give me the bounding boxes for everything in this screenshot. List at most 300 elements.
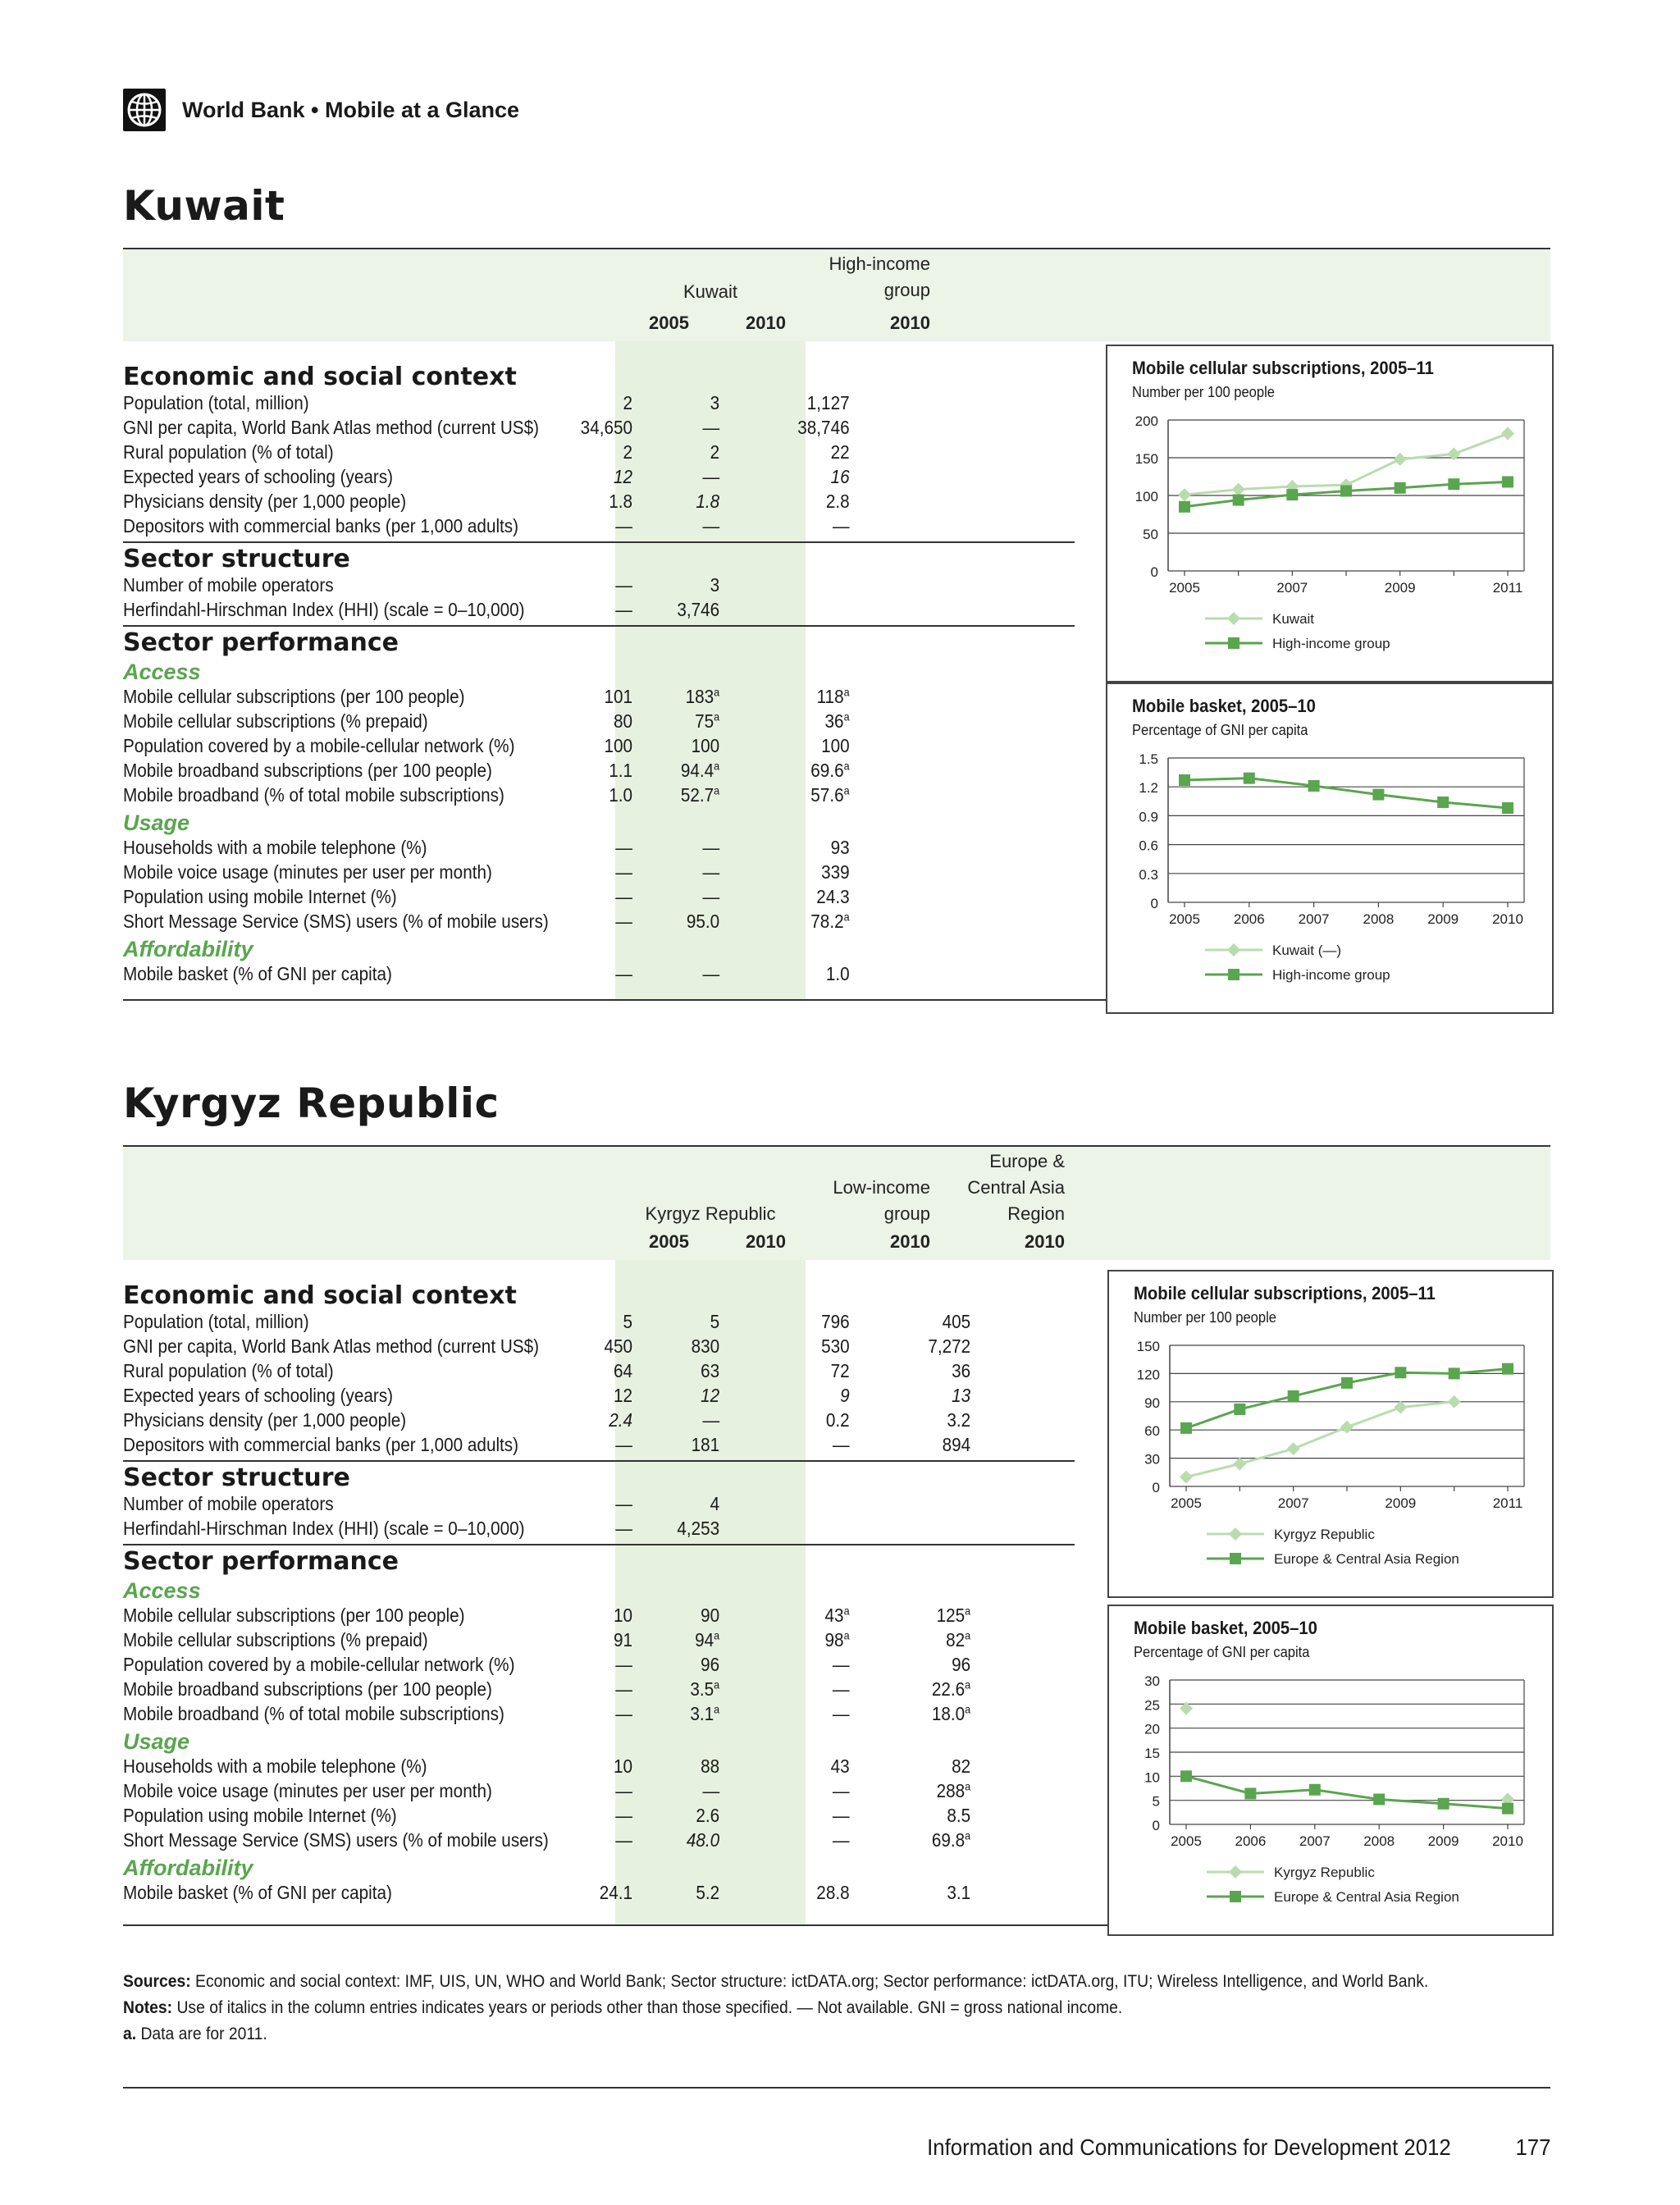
value-text: 75 — [695, 710, 714, 732]
row-value — [732, 489, 850, 514]
footnote-marker: a — [714, 759, 720, 773]
section-rule — [123, 625, 1075, 627]
data-point — [1286, 489, 1298, 500]
row-label: Households with a mobile telephone (%) — [123, 837, 427, 858]
value-text: 0.2 — [825, 1409, 850, 1431]
y-tick-label: 25 — [1144, 1697, 1160, 1714]
y-tick-label: 1.5 — [1139, 751, 1158, 767]
value-text: — — [615, 574, 632, 596]
legend-item — [1207, 1865, 1375, 1880]
value-text: 530 — [821, 1335, 850, 1357]
row-value — [852, 1880, 970, 1905]
value-text: 101 — [604, 686, 632, 707]
value-text: — — [702, 886, 720, 907]
value-text: — — [702, 1780, 720, 1801]
legend-marker — [1230, 1553, 1241, 1564]
value-text: — — [702, 417, 720, 438]
row-value — [601, 1432, 719, 1457]
value-text: 1.8 — [696, 491, 720, 512]
value-text: 3.1 — [947, 1882, 971, 1903]
y-tick-label: 1.2 — [1139, 780, 1158, 797]
value-text: 3 — [710, 574, 720, 596]
data-point — [1180, 1471, 1193, 1484]
row-value — [601, 1334, 719, 1358]
value-text: 13 — [952, 1385, 971, 1406]
chart-title: Mobile basket, 2005–10 — [1132, 696, 1316, 716]
table-row — [123, 1677, 979, 1701]
row-value — [601, 440, 719, 464]
table-row — [123, 684, 979, 709]
country-section-kuwait — [123, 248, 1550, 1035]
footnote-marker: a — [843, 759, 850, 773]
row-value — [601, 1603, 719, 1628]
row-label: Mobile broadband subscriptions (per 100 people) — [123, 760, 492, 781]
value-text: 2 — [623, 392, 632, 413]
value-text: — — [615, 886, 632, 907]
legend-label: Kyrgyz Republic — [1274, 1865, 1375, 1880]
value-text: 95.0 — [686, 911, 720, 932]
chart-subtitle: Number per 100 people — [1134, 1309, 1276, 1326]
footnote-marker: a — [714, 783, 720, 797]
header-title: World Bank • Mobile at a Glance — [182, 97, 520, 122]
table-row — [123, 1603, 979, 1628]
value-text: — — [615, 1780, 632, 1801]
row-value — [852, 1828, 970, 1852]
row-value — [601, 489, 719, 514]
x-tick-label: 2005 — [1171, 1833, 1202, 1849]
series-comparison — [1179, 773, 1513, 814]
table-row — [123, 514, 979, 538]
row-label: Short Message Service (SMS) users (% of mobile users) — [123, 1829, 549, 1851]
row-label: Herfindahl-Hirschman Index (HHI) (scale = 0–10,000) — [123, 599, 525, 620]
row-value — [732, 464, 850, 489]
table-row — [123, 1754, 979, 1778]
data-point — [1448, 478, 1459, 490]
x-tick-label: 2006 — [1233, 911, 1265, 927]
row-label: Depositors with commercial banks (per 1,000 adults) — [123, 515, 519, 536]
footnote-marker: a — [965, 1628, 971, 1642]
section-heading: Economic and social context — [123, 363, 517, 391]
series-primary — [1180, 1395, 1461, 1484]
row-value — [601, 514, 719, 538]
data-point — [1232, 483, 1245, 496]
value-text: 96 — [952, 1654, 971, 1675]
value-text: — — [832, 1829, 850, 1851]
column-header-label: Central Asia — [967, 1177, 1065, 1198]
value-text: 16 — [830, 466, 850, 487]
x-tick-label: 2005 — [1169, 580, 1200, 596]
table-row — [123, 733, 979, 758]
row-label: Mobile voice usage (minutes per user per month) — [123, 1780, 492, 1801]
footnote-marker: a — [714, 1702, 720, 1716]
footnote-marker: a — [843, 710, 850, 724]
value-text: 10 — [613, 1605, 632, 1626]
subsection-heading: Usage — [123, 810, 190, 835]
x-tick-label: 2011 — [1492, 1495, 1523, 1511]
value-text: — — [615, 1805, 632, 1826]
legend-label: High-income group — [1272, 967, 1390, 983]
value-text: 3 — [710, 392, 720, 413]
value-text: 82 — [946, 1629, 966, 1650]
row-label: Physicians density (per 1,000 people) — [123, 491, 407, 512]
table-row — [123, 961, 979, 986]
row-value — [601, 961, 719, 986]
legend-marker — [1229, 1865, 1242, 1879]
row-value — [732, 709, 850, 733]
table-row — [123, 440, 979, 464]
value-text: 10 — [613, 1755, 632, 1777]
x-tick-label: 2008 — [1363, 1833, 1395, 1849]
row-value — [732, 733, 850, 758]
value-text: 93 — [830, 837, 850, 858]
subsection-heading: Usage — [123, 1729, 190, 1754]
value-text: 4 — [710, 1493, 720, 1514]
footnote-marker: a — [843, 910, 850, 924]
value-text: 43 — [824, 1605, 844, 1626]
section-heading: Sector structure — [123, 545, 350, 573]
value-text: — — [702, 963, 720, 984]
value-text: 2.6 — [696, 1805, 720, 1826]
value-text: — — [615, 1829, 632, 1851]
value-text: 405 — [942, 1311, 971, 1332]
country-section-kyrgyz-republic — [123, 1145, 1550, 1961]
y-tick-label: 150 — [1136, 1339, 1160, 1354]
row-value — [601, 1677, 719, 1701]
row-value — [601, 909, 719, 934]
legend-item — [1205, 636, 1390, 651]
legend-item — [1207, 1527, 1375, 1542]
row-value — [601, 1754, 719, 1778]
row-label: Mobile basket (% of GNI per capita) — [123, 963, 392, 984]
chart-panel — [1107, 1270, 1554, 1598]
footnote-marker: a — [843, 1628, 850, 1642]
row-label: Expected years of schooling (years) — [123, 1385, 394, 1406]
data-point — [1437, 797, 1449, 808]
row-label: Rural population (% of total) — [123, 441, 334, 463]
column-header-year: 2010 — [890, 1231, 930, 1252]
value-text: 94.4 — [680, 760, 714, 781]
row-value — [732, 1628, 850, 1652]
chart-title: Mobile cellular subscriptions, 2005–11 — [1134, 1283, 1436, 1303]
data-point — [1180, 1422, 1192, 1434]
row-value — [732, 1408, 850, 1432]
column-header-label: High-income — [829, 253, 930, 274]
row-value — [601, 1491, 719, 1516]
row-label: GNI per capita, World Bank Atlas method (current US$) — [123, 1335, 539, 1357]
legend-label: Kuwait (—) — [1272, 943, 1342, 958]
value-text: 48.0 — [686, 1829, 720, 1851]
value-text: 69.8 — [931, 1829, 966, 1851]
row-label: Depositors with commercial banks (per 1,000 adults) — [123, 1434, 519, 1455]
row-value — [601, 884, 719, 909]
chart-title: Mobile cellular subscriptions, 2005–11 — [1132, 358, 1434, 378]
row-label: Herfindahl-Hirschman Index (HHI) (scale = 0–10,000) — [123, 1518, 525, 1539]
column-header-label: group — [883, 280, 930, 300]
notes-block — [123, 1969, 1550, 2048]
data-point — [1341, 1377, 1353, 1389]
row-value — [852, 1334, 970, 1358]
footnote-marker: a — [714, 1628, 720, 1642]
row-value — [732, 415, 850, 440]
value-text: 2 — [710, 441, 720, 463]
data-point — [1449, 1367, 1460, 1379]
x-tick-label: 2008 — [1363, 911, 1395, 927]
table-row — [123, 758, 979, 783]
value-text: — — [702, 837, 720, 858]
section-rule — [123, 1460, 1075, 1462]
legend-label: Europe & Central Asia Region — [1274, 1889, 1459, 1905]
value-text: 100 — [604, 735, 632, 756]
row-value — [732, 1358, 850, 1383]
chart-subtitle: Number per 100 people — [1132, 384, 1275, 400]
data-point — [1180, 1770, 1192, 1782]
y-tick-label: 20 — [1144, 1721, 1160, 1737]
legend-item — [1205, 943, 1341, 958]
legend-marker — [1227, 612, 1240, 625]
row-label: Population (total, million) — [123, 392, 309, 413]
value-text: 796 — [821, 1311, 850, 1332]
y-tick-label: 10 — [1144, 1769, 1160, 1786]
chart-subtitle: Percentage of GNI per capita — [1134, 1644, 1310, 1660]
row-value — [732, 783, 850, 807]
value-text: — — [832, 1654, 850, 1675]
data-point — [1394, 453, 1407, 466]
y-tick-label: 5 — [1152, 1793, 1160, 1810]
table-row — [123, 1701, 979, 1726]
value-text: 36 — [952, 1360, 971, 1381]
legend-marker — [1228, 637, 1239, 649]
y-tick-label: 0.6 — [1139, 838, 1158, 854]
table-row — [123, 597, 979, 622]
data-point — [1447, 447, 1460, 460]
subsection-heading: Affordability — [123, 1856, 253, 1880]
legend-label: High-income group — [1272, 636, 1390, 651]
column-header-label: Europe & — [989, 1151, 1065, 1171]
data-point — [1233, 495, 1244, 506]
x-tick-label: 2005 — [1171, 1495, 1202, 1511]
value-text: 339 — [821, 861, 850, 883]
row-value — [732, 758, 850, 783]
section-rule — [123, 1544, 1075, 1545]
y-tick-label: 30 — [1144, 1451, 1160, 1468]
column-header-label: Region — [1007, 1203, 1065, 1224]
legend-item — [1205, 611, 1314, 627]
data-point — [1340, 1421, 1354, 1434]
row-value — [601, 733, 719, 758]
value-text: 288 — [936, 1780, 966, 1801]
table-row — [123, 1516, 979, 1541]
x-tick-label: 2007 — [1298, 911, 1330, 927]
data-point — [1178, 488, 1191, 501]
chart-subtitle: Percentage of GNI per capita — [1132, 722, 1308, 738]
row-value — [852, 1677, 970, 1701]
value-text: 5 — [623, 1311, 632, 1332]
legend-label: Kuwait — [1272, 611, 1315, 627]
value-text: 830 — [691, 1335, 720, 1357]
column-header-year: 2010 — [1025, 1231, 1065, 1252]
subsection-heading: Affordability — [123, 937, 253, 961]
value-text: — — [832, 1434, 850, 1455]
value-text: 43 — [830, 1755, 850, 1777]
column-header-label: Kyrgyz Republic — [645, 1203, 776, 1224]
value-text: 69.6 — [810, 760, 844, 781]
table-row — [123, 1432, 979, 1457]
y-tick-label: 50 — [1143, 527, 1158, 542]
data-point — [1340, 485, 1352, 496]
row-label: Short Message Service (SMS) users (% of mobile users) — [123, 911, 549, 932]
row-label: Mobile basket (% of GNI per capita) — [123, 1882, 392, 1903]
x-tick-label: 2009 — [1427, 1833, 1459, 1849]
footnote-marker: a — [714, 685, 720, 699]
data-point — [1502, 1363, 1513, 1375]
row-label: Expected years of schooling (years) — [123, 466, 394, 487]
y-tick-label: 0.3 — [1139, 866, 1158, 883]
column-header-label: Kuwait — [682, 281, 738, 302]
row-value — [601, 1358, 719, 1383]
series-line — [1185, 778, 1508, 808]
country-title: Kyrgyz Republic — [123, 1080, 500, 1127]
row-label: Mobile broadband (% of total mobile subscriptions) — [123, 784, 504, 806]
table-row — [123, 709, 979, 733]
y-tick-label: 30 — [1144, 1673, 1160, 1689]
value-text: — — [832, 515, 850, 536]
row-value — [852, 1358, 970, 1383]
row-value — [601, 464, 719, 489]
y-tick-label: 120 — [1136, 1367, 1160, 1383]
value-text: 98 — [824, 1629, 844, 1650]
legend-marker — [1229, 1527, 1242, 1541]
row-label: Population covered by a mobile-cellular network (%) — [123, 735, 515, 756]
data-point — [1309, 1784, 1321, 1796]
data-point — [1373, 1793, 1385, 1805]
table-row — [123, 1778, 979, 1803]
value-text: 1.0 — [825, 963, 850, 984]
value-text: 94 — [695, 1629, 714, 1650]
table-row — [123, 573, 979, 597]
row-value — [601, 758, 719, 783]
value-text: 118 — [816, 686, 844, 707]
row-value — [601, 1803, 719, 1828]
footnote-marker: a — [965, 1828, 971, 1842]
chart-panel — [1107, 1605, 1554, 1936]
table-row — [123, 1803, 979, 1828]
page-footer — [927, 2134, 1550, 2161]
value-text: 12 — [613, 466, 632, 487]
row-value — [852, 1432, 970, 1457]
row-value — [852, 1803, 970, 1828]
value-text: 82 — [952, 1755, 971, 1777]
section-heading: Sector performance — [123, 1547, 399, 1576]
data-point — [1234, 1404, 1245, 1415]
y-tick-label: 0.9 — [1139, 809, 1158, 825]
table-row — [123, 1652, 979, 1677]
table-row — [123, 860, 979, 884]
legend-label: Kyrgyz Republic — [1274, 1527, 1375, 1542]
series-primary — [1180, 1702, 1514, 1806]
row-label: Mobile voice usage (minutes per user per month) — [123, 861, 492, 883]
value-text: 3.2 — [947, 1409, 971, 1431]
column-header-year: 2010 — [746, 313, 786, 333]
column-header-year: 2010 — [890, 313, 930, 333]
y-tick-label: 0 — [1152, 1480, 1160, 1495]
section-heading: Economic and social context — [123, 1281, 517, 1310]
value-text: 1.0 — [609, 784, 632, 806]
row-value — [732, 390, 850, 415]
table-row — [123, 415, 979, 440]
row-value — [601, 1408, 719, 1432]
row-label: Physicians density (per 1,000 people) — [123, 1409, 407, 1431]
y-tick-label: 90 — [1144, 1395, 1160, 1411]
row-value — [732, 1432, 850, 1457]
value-text: 24.3 — [816, 886, 850, 907]
table-row — [123, 884, 979, 909]
value-text: 3.1 — [690, 1703, 714, 1724]
row-label: Mobile broadband (% of total mobile subscriptions) — [123, 1703, 504, 1724]
y-tick-label: 200 — [1134, 413, 1158, 429]
x-tick-label: 2006 — [1235, 1833, 1267, 1849]
row-value — [732, 514, 850, 538]
row-value — [601, 597, 719, 622]
row-value — [732, 1677, 850, 1701]
value-text: 96 — [701, 1654, 720, 1675]
value-text: — — [702, 515, 720, 536]
row-value — [732, 1778, 850, 1803]
table-row — [123, 1880, 979, 1905]
value-text: — — [832, 1678, 850, 1700]
value-text: — — [615, 1678, 632, 1700]
value-text: — — [615, 1703, 632, 1724]
row-value — [852, 1778, 970, 1803]
value-text: — — [702, 1409, 720, 1431]
value-text: — — [702, 466, 720, 487]
row-value — [852, 1628, 970, 1652]
row-value — [732, 1383, 850, 1408]
data-point — [1244, 773, 1255, 784]
data-point — [1502, 1803, 1513, 1815]
value-text: 1.1 — [609, 760, 632, 781]
table-row — [123, 390, 979, 415]
column-header-year: 2010 — [746, 1231, 786, 1252]
italics-note: Notes: Use of italics in the column entries indicates years or periods other than those specified. — Not available. GNI = gross national income. — [123, 1998, 1123, 2017]
value-text: — — [615, 911, 632, 932]
value-text: — — [615, 1654, 632, 1675]
row-label: Population using mobile Internet (%) — [123, 1805, 397, 1826]
value-text: 91 — [613, 1629, 632, 1650]
row-value — [601, 1778, 719, 1803]
value-text: 9 — [840, 1385, 850, 1406]
row-value — [732, 1652, 850, 1677]
row-value — [732, 684, 850, 709]
legend-item — [1207, 1551, 1459, 1567]
row-value — [852, 1309, 970, 1334]
data-point — [1287, 1442, 1300, 1455]
section-rule — [123, 541, 1075, 543]
row-value — [732, 1754, 850, 1778]
value-text: 3.5 — [690, 1678, 714, 1700]
page-number: 177 — [1515, 2134, 1550, 2160]
value-text: 5.2 — [696, 1882, 720, 1903]
row-value — [732, 961, 850, 986]
y-tick-label: 150 — [1134, 451, 1158, 467]
row-label: Mobile cellular subscriptions (per 100 people) — [123, 1605, 465, 1626]
value-text: — — [615, 599, 632, 620]
row-value — [732, 835, 850, 860]
row-label: Mobile broadband subscriptions (per 100 people) — [123, 1678, 492, 1700]
y-tick-label: 0 — [1150, 564, 1158, 580]
legend-marker — [1227, 943, 1240, 956]
value-text: 90 — [701, 1605, 720, 1626]
value-text: 1,127 — [806, 392, 850, 413]
